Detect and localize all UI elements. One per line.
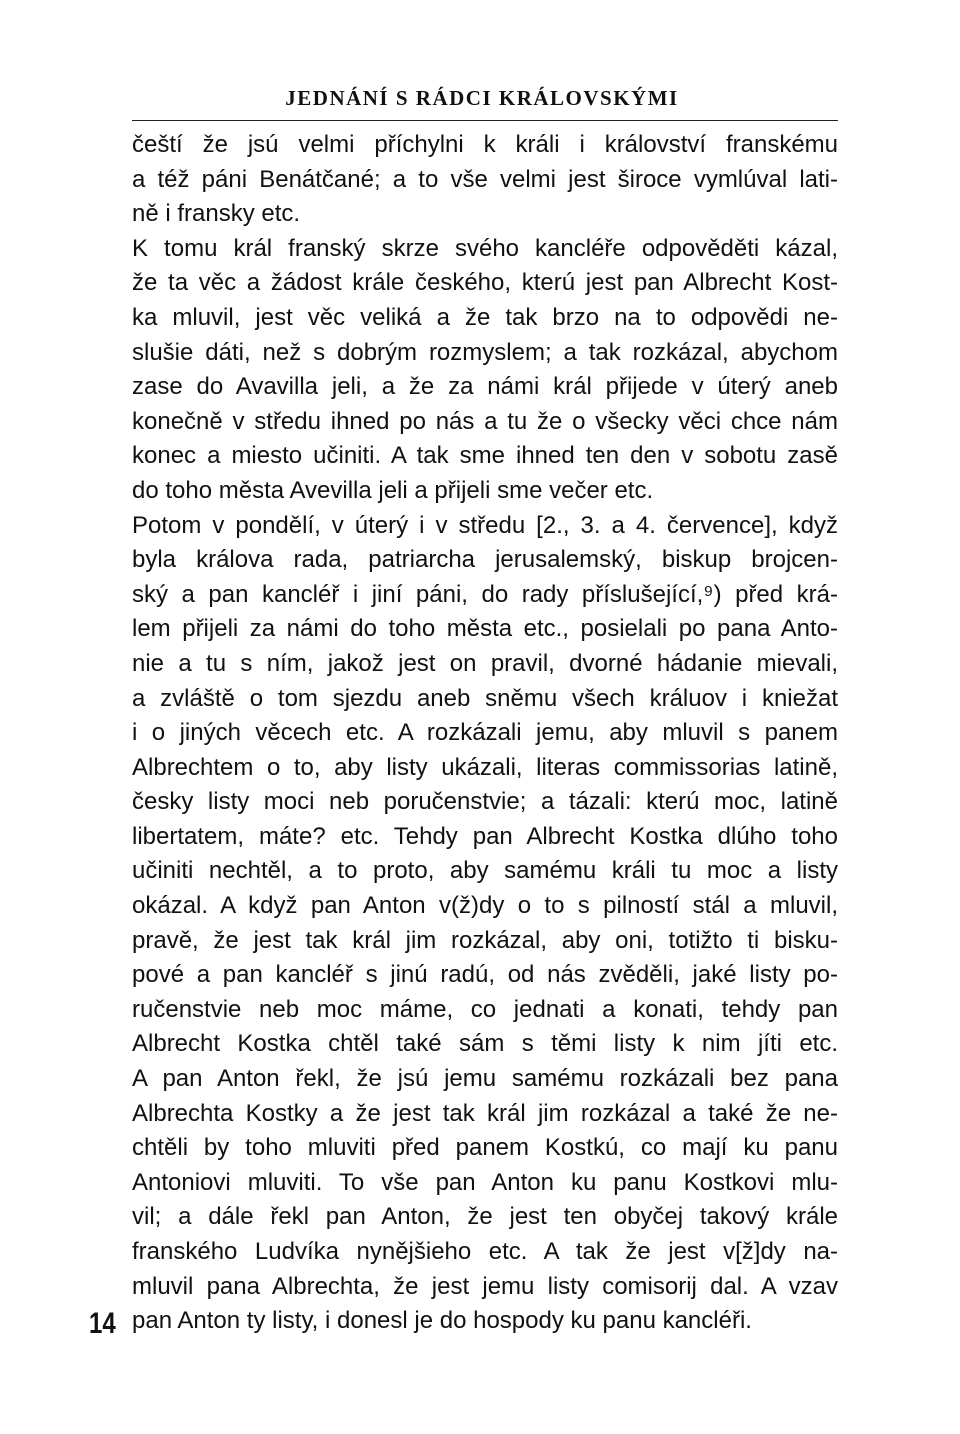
- header-rule: [132, 120, 838, 121]
- text-line: do toho města Avevilla jeli a přijeli sme večer etc.: [132, 476, 654, 504]
- text-line: ručenstvie neb moc máme, co jednati a konati, tehdy pan: [132, 995, 838, 1023]
- text-line: pan Anton ty listy, i donesl je do hospody ku panu kancléři.: [132, 1307, 752, 1335]
- text-line: libertatem, máte? etc. Tehdy pan Albrecht Kostka dlúho toho: [132, 822, 838, 850]
- text-line: učiniti nechtěl, a to proto, aby samému králi tu moc a listy: [132, 857, 838, 885]
- text-line: A pan Anton řekl, že jsú jemu samému rozkázali bez pana: [132, 1065, 838, 1093]
- text-line: a zvláště o tom sjezdu aneb sněmu všech králuov i kniežat: [132, 684, 838, 712]
- text-line: Albrechtem o to, aby listy ukázali, literas commissorias latině,: [132, 753, 838, 781]
- text-line: čeští že jsú velmi příchylni k králi i království franskému: [132, 131, 838, 158]
- text-line: K tomu král franský skrze svého kancléře odpověděti kázal,: [132, 234, 838, 262]
- text-line: Albrecht Kostka chtěl také sám s těmi listy k nim jíti etc.: [132, 1030, 838, 1058]
- text-line: Albrechta Kostky a že jest tak král jim rozkázal a také že ne-: [132, 1099, 838, 1127]
- text-line: ka mluvil, jest věc veliká a že tak brzo na to odpovědi ne-: [132, 303, 838, 331]
- text-line: nie a tu s ním, jakož jest on pravil, dvorné hádanie mievali,: [132, 649, 838, 677]
- text-line: byla králova rada, patriarcha jerusalemský, biskup brojcen-: [132, 546, 838, 574]
- text-line: franského Ludvíka nynějšieho etc. A tak že jest v[ž]dy na-: [132, 1238, 838, 1265]
- running-head: JEDNÁNÍ S RÁDCI KRÁLOVSKÝMI: [285, 86, 679, 110]
- page-number: 14: [89, 1307, 116, 1340]
- text-line: pové a pan kancléř s jinú radú, od nás zvěděli, jaké listy po-: [132, 961, 838, 989]
- text-line: ský a pan kancléř i jiní páni, do rady příslušející,⁹) před krá-: [132, 580, 838, 608]
- text-line: ně i fransky etc.: [132, 200, 301, 228]
- text-line: pravě, že jest tak král jim rozkázal, aby oni, totižto ti bisku-: [132, 926, 838, 954]
- text-line: česky listy moci neb poručenstvie; a tázali: kterú moc, latině: [132, 788, 838, 816]
- text-line: konec a miesto učiniti. A tak sme ihned ten den v sobotu zasě: [132, 442, 838, 470]
- text-line: vil; a dále řekl pan Anton, že jest ten obyčej takový krále: [132, 1203, 838, 1231]
- text-line: chtěli by toho mluviti před panem Kostkú, co mají ku panu: [132, 1134, 838, 1162]
- text-line: mluvil pana Albrechta, že jest jemu listy comisorij dal. A vzav: [132, 1272, 838, 1300]
- text-line: a též páni Benátčané; a to vše velmi jest široce vymlúval lati-: [132, 165, 838, 193]
- text-line: lem přijeli za námi do toho města etc., posielali po pana Anto-: [132, 615, 838, 643]
- text-line: Potom v pondělí, v úterý i v středu [2., 3. a 4. července], když: [132, 511, 838, 539]
- text-line: slušie dáti, než s dobrým rozmyslem; a tak rozkázal, abychom: [132, 338, 838, 366]
- body-text: [132, 128, 838, 1339]
- text-line: že ta věc a žádost krále českého, kterú jest pan Albrecht Kost-: [132, 269, 838, 297]
- text-line: konečně v středu ihned po nás a tu že o všecky věci chce nám: [132, 407, 838, 435]
- text-line: i o jiných věcech etc. A rozkázali jemu, aby mluvil s panem: [132, 719, 838, 747]
- text-line: okázal. A když pan Anton v(ž)dy o to s pilností stál a mluvil,: [132, 892, 838, 920]
- text-line: Antoniovi mluviti. To vše pan Anton ku panu Kostkovi mlu-: [132, 1168, 838, 1196]
- text-line: zase do Avavilla jeli, a že za námi král přijede v úterý aneb: [132, 373, 838, 401]
